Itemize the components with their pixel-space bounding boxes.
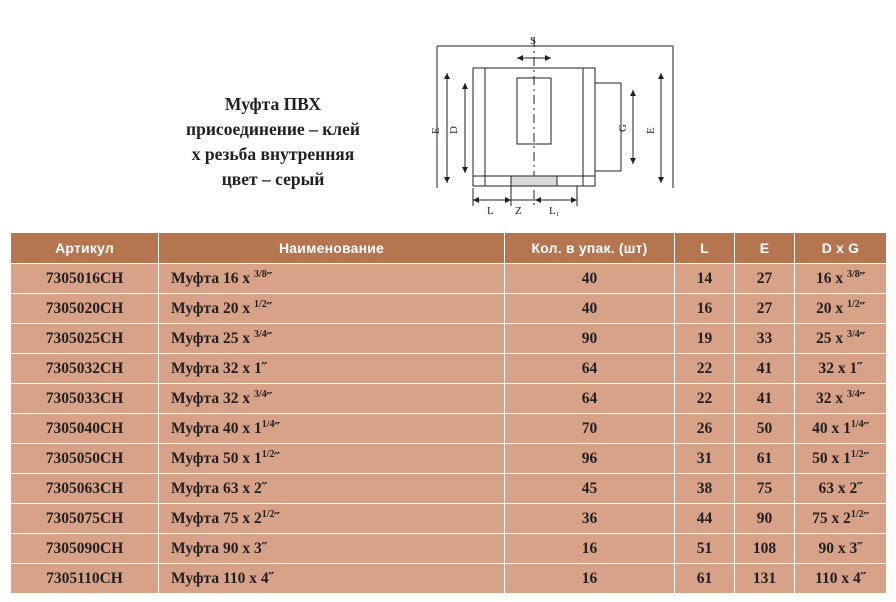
drawing-label-d: D	[448, 126, 460, 134]
cell-name: Муфта 40 х $1^{1/4}˝$	[159, 414, 505, 444]
cell-e: 27	[735, 294, 795, 324]
table-row	[11, 294, 887, 324]
cell-name: Муфта 20 х $^{1/2}$˝	[159, 294, 505, 324]
col-header-e: E	[735, 233, 795, 264]
cell-qty: 40	[505, 294, 675, 324]
product-title-line-2: присоединение – клей	[186, 119, 360, 139]
cell-name: Муфта 32 х 1˝	[159, 354, 505, 384]
product-title-line-1: Муфта ПВХ	[224, 94, 322, 114]
col-header-dg: D x G	[795, 233, 887, 264]
cell-e: 33	[735, 324, 795, 354]
cell-dg: 40 х $1^{1/4}˝$	[795, 414, 887, 444]
drawing-label-s: S	[530, 35, 537, 47]
col-header-name: Наименование	[159, 233, 505, 264]
cell-l: 22	[675, 354, 735, 384]
spec-table	[10, 232, 887, 594]
cell-l: 19	[675, 324, 735, 354]
cell-qty: 40	[505, 264, 675, 294]
cell-dg: 32 х $^{3/4}$˝	[795, 384, 887, 414]
cell-name: Муфта 50 х $1^{1/2}˝$	[159, 444, 505, 474]
cell-dg: 32 х 1˝	[795, 354, 887, 384]
drawing-label-z: Z	[515, 205, 522, 217]
cell-article: 7305020CH	[11, 294, 159, 324]
col-header-qty: Кол. в упак. (шт)	[505, 233, 675, 264]
table-row	[11, 354, 887, 384]
table-row	[11, 414, 887, 444]
cell-dg: 25 х $^{3/4}$˝	[795, 324, 887, 354]
header-section	[0, 0, 896, 232]
cell-article: 7305090CH	[11, 534, 159, 564]
cell-qty: 90	[505, 324, 675, 354]
drawing-label-e-left: E	[430, 127, 442, 134]
cell-name: Муфта 63 х 2˝	[159, 474, 505, 504]
cell-article: 7305032CH	[11, 354, 159, 384]
cell-qty: 16	[505, 534, 675, 564]
technical-drawing	[425, 28, 685, 218]
cell-l: 14	[675, 264, 735, 294]
cell-e: 108	[735, 534, 795, 564]
cell-dg: 50 х $1^{1/2}˝$	[795, 444, 887, 474]
cell-e: 90	[735, 504, 795, 534]
cell-qty: 64	[505, 384, 675, 414]
cell-e: 50	[735, 414, 795, 444]
drawing-label-e-right: E	[645, 127, 657, 134]
cell-l: 22	[675, 384, 735, 414]
cell-qty: 16	[505, 564, 675, 594]
cell-name: Муфта 75 х $2^{1/2}˝$	[159, 504, 505, 534]
cell-qty: 45	[505, 474, 675, 504]
product-title-line-3: х резьба внутренняя	[191, 144, 355, 164]
cell-article: 7305025CH	[11, 324, 159, 354]
col-header-l: L	[675, 233, 735, 264]
cell-dg: 20 х $^{1/2}$˝	[795, 294, 887, 324]
cell-e: 75	[735, 474, 795, 504]
cell-article: 7305040CH	[11, 414, 159, 444]
cell-name: Муфта 25 х $^{3/4}$˝	[159, 324, 505, 354]
table-row	[11, 264, 887, 294]
cell-article: 7305050CH	[11, 444, 159, 474]
cell-article: 7305063CH	[11, 474, 159, 504]
col-header-article: Артикул	[11, 233, 159, 264]
table-row	[11, 324, 887, 354]
table-row	[11, 474, 887, 504]
cell-qty: 64	[505, 354, 675, 384]
cell-dg: 75 х $2^{1/2}˝$	[795, 504, 887, 534]
table-body	[11, 264, 887, 594]
cell-l: 31	[675, 444, 735, 474]
cell-l: 16	[675, 294, 735, 324]
cell-name: Муфта 110 х 4˝	[159, 564, 505, 594]
cell-dg: 16 х $^{3/8}$˝	[795, 264, 887, 294]
table-row	[11, 444, 887, 474]
cell-article: 7305016CH	[11, 264, 159, 294]
table-row	[11, 534, 887, 564]
cell-dg: 90 х 3˝	[795, 534, 887, 564]
drawing-label-l: L	[487, 205, 494, 217]
table-row	[11, 504, 887, 534]
cell-qty: 96	[505, 444, 675, 474]
spec-table-wrapper	[10, 232, 886, 594]
product-title-block	[118, 92, 428, 192]
table-row	[11, 384, 887, 414]
cell-qty: 36	[505, 504, 675, 534]
cell-e: 27	[735, 264, 795, 294]
cell-l: 38	[675, 474, 735, 504]
cell-article: 7305033CH	[11, 384, 159, 414]
cell-e: 41	[735, 354, 795, 384]
drawing-label-g: G	[617, 124, 629, 132]
cell-e: 131	[735, 564, 795, 594]
product-title-line-4: цвет – серый	[221, 169, 325, 189]
cell-l: 44	[675, 504, 735, 534]
cell-article: 7305075CH	[11, 504, 159, 534]
drawing-label-l1: L₁	[549, 205, 560, 217]
cell-dg: 110 х 4˝	[795, 564, 887, 594]
cell-article: 7305110CH	[11, 564, 159, 594]
cell-l: 51	[675, 534, 735, 564]
cell-l: 61	[675, 564, 735, 594]
cell-name: Муфта 90 х 3˝	[159, 534, 505, 564]
cell-e: 61	[735, 444, 795, 474]
table-row	[11, 564, 887, 594]
cell-e: 41	[735, 384, 795, 414]
cell-name: Муфта 16 х $^{3/8}$˝	[159, 264, 505, 294]
cell-name: Муфта 32 х $^{3/4}$˝	[159, 384, 505, 414]
cell-dg: 63 х 2˝	[795, 474, 887, 504]
cell-qty: 70	[505, 414, 675, 444]
cell-l: 26	[675, 414, 735, 444]
table-header-row	[11, 233, 887, 264]
